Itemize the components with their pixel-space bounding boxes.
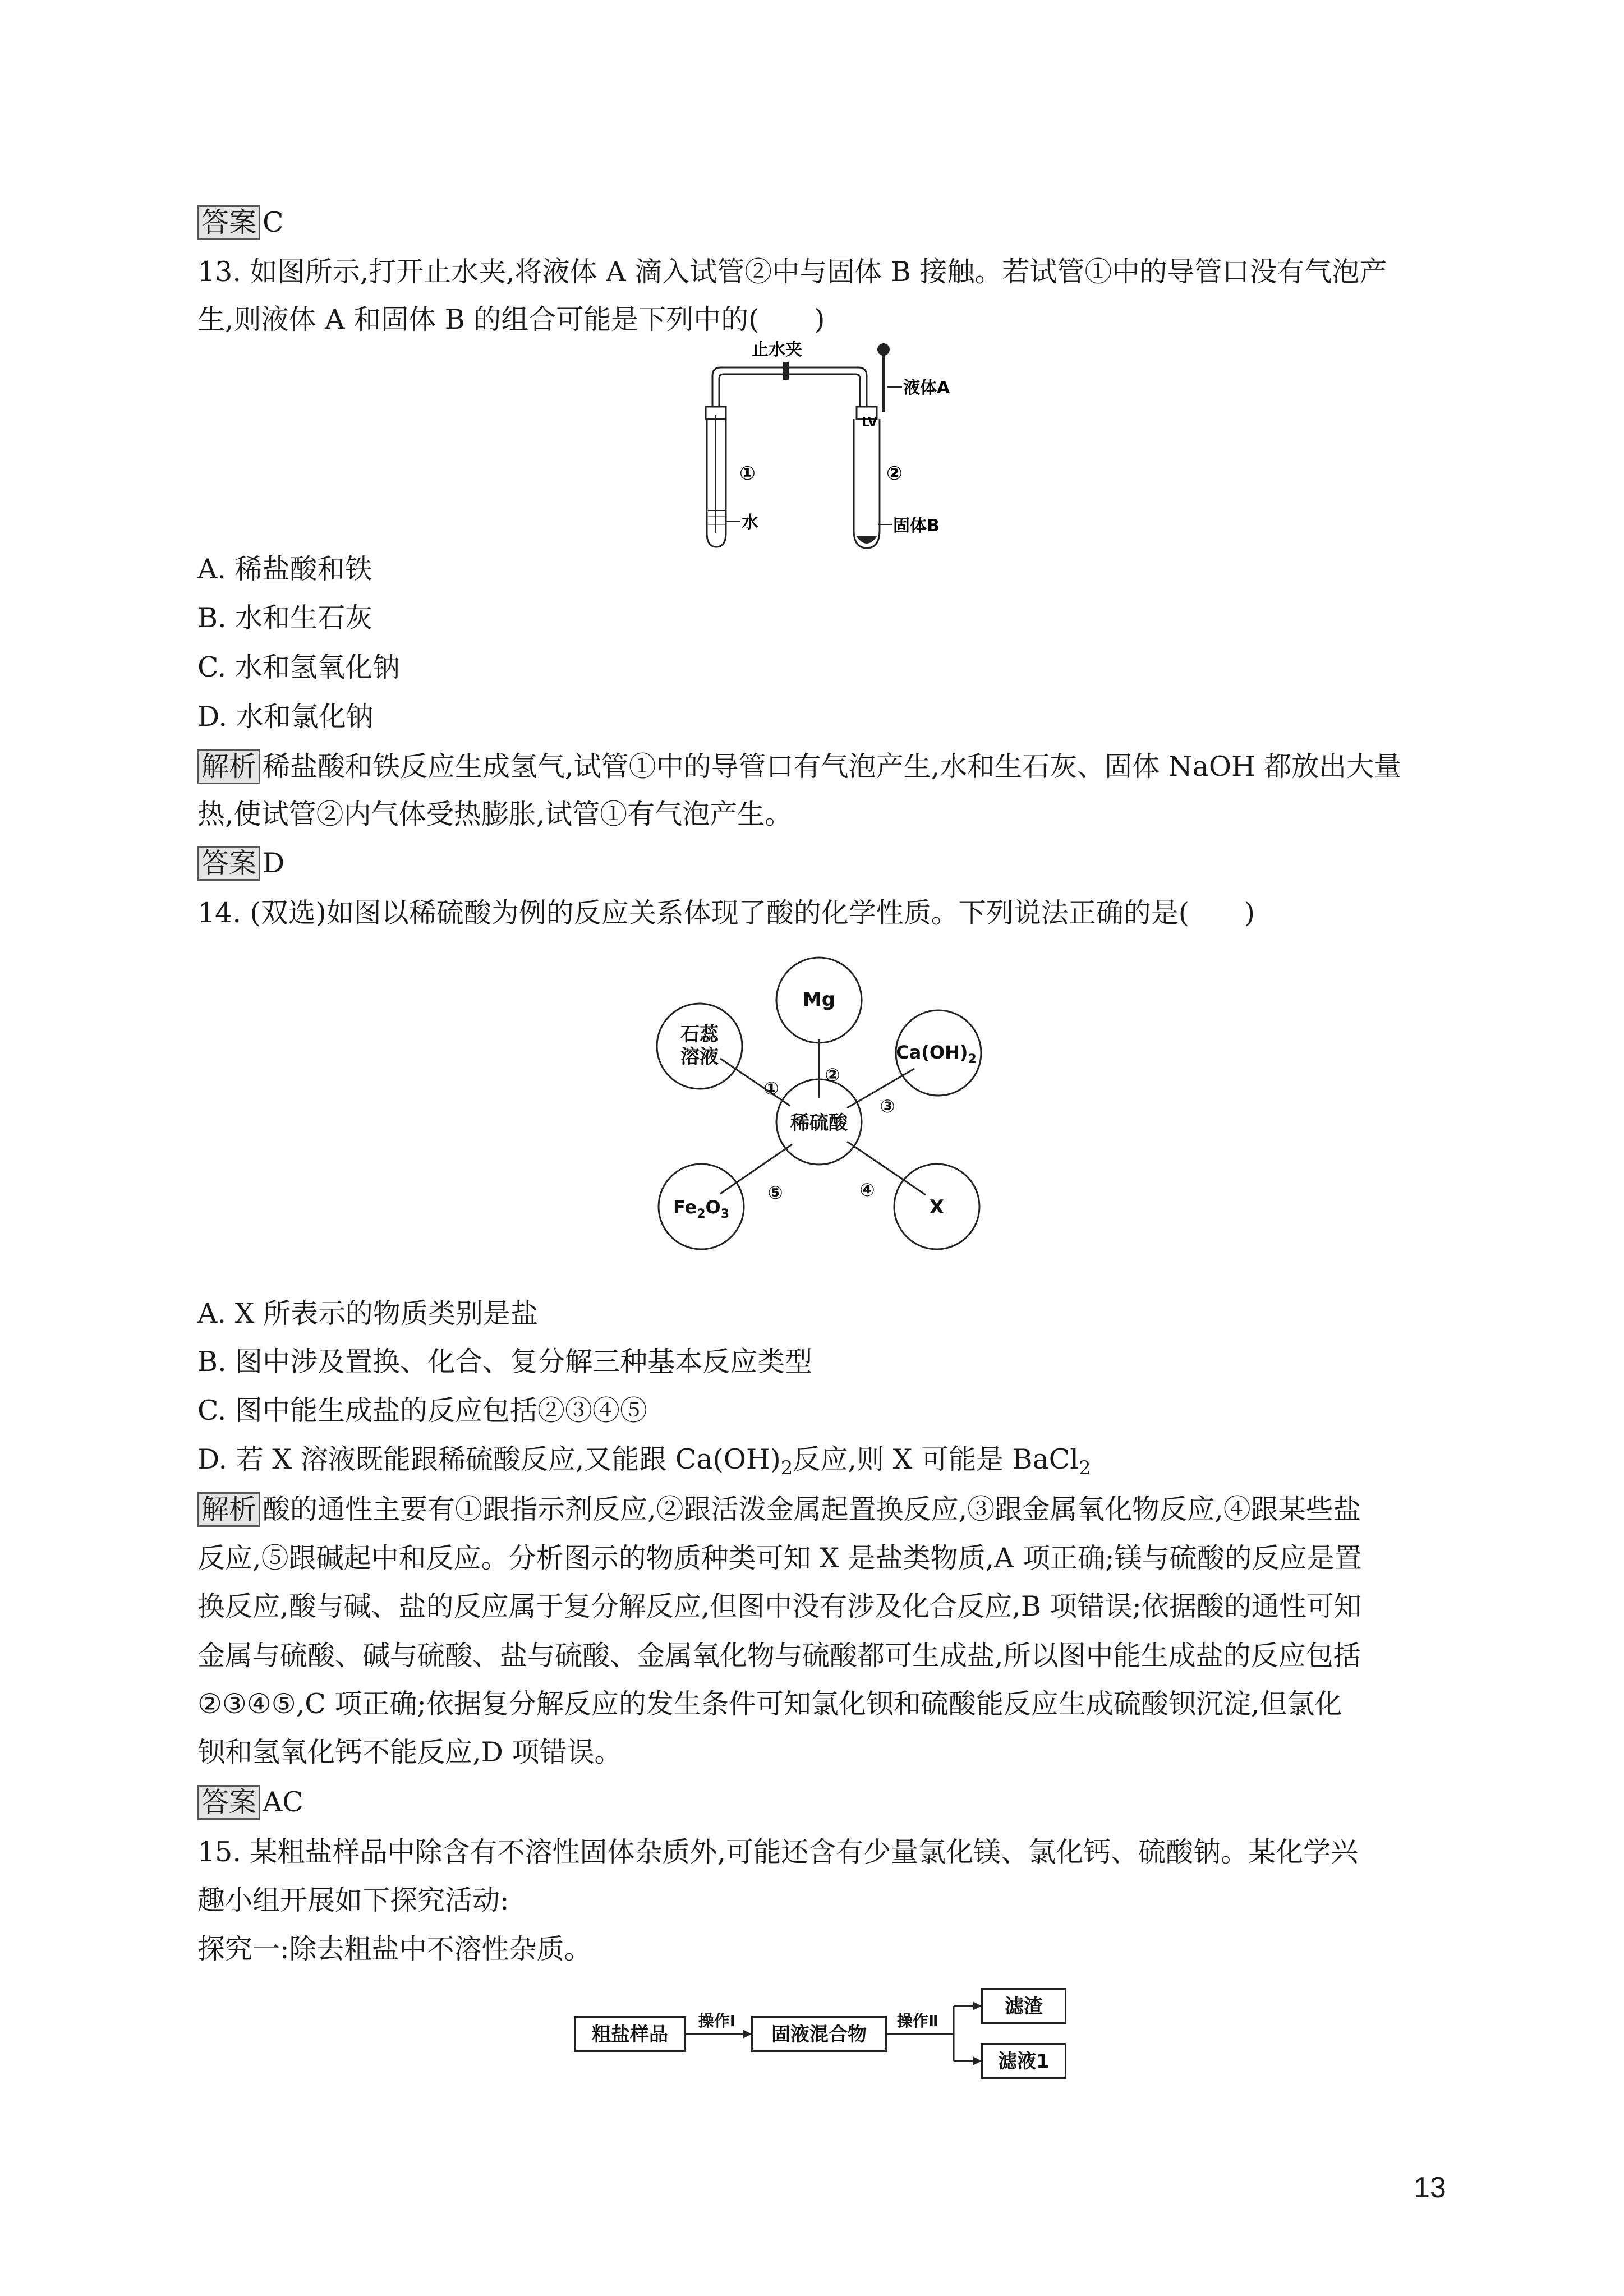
answer-value: AC bbox=[263, 1786, 303, 1818]
fe2o3-label: $Fe_2O_3$ bbox=[673, 1197, 730, 1221]
q14-reaction-diagram bbox=[645, 956, 993, 1273]
q13-stem-line2: 生,则液体 A 和固体 B 的组合可能是下列中的( ) bbox=[197, 303, 825, 335]
answer-tag: 答案 bbox=[197, 205, 260, 240]
litmus-label-1: 石蕊 bbox=[680, 1023, 719, 1046]
op1-label: 操作Ⅰ bbox=[698, 2012, 736, 2030]
dropper-bulb-icon bbox=[877, 343, 890, 356]
q14-analysis-line3: 换反应,酸与碱、盐的反应属于复分解反应,但图中没有涉及化合反应,B 项错误;依据酸的通性可知 bbox=[197, 1590, 1361, 1622]
q13-option-b: B. 水和生石灰 bbox=[197, 602, 373, 634]
q12-answer bbox=[197, 205, 284, 240]
q13-analysis-line2: 热,使试管②内气体受热膨胀,试管①有气泡产生。 bbox=[197, 798, 793, 830]
q15-flowchart bbox=[572, 1986, 1066, 2083]
q14-analysis-line1: 解析 酸的通性主要有①跟指示剂反应,②跟活泼金属起置换反应,③跟金属氧化物反应,④跟某些盐 bbox=[197, 1492, 1361, 1527]
q13-answer bbox=[197, 846, 284, 881]
analysis-tag: 解析 bbox=[197, 1492, 260, 1527]
arrow-icon bbox=[743, 2030, 752, 2039]
mg-label: Mg bbox=[802, 988, 836, 1011]
residue-label: 滤渣 bbox=[1005, 1995, 1043, 2018]
q14-option-d: D. 若 X 溶液既能跟稀硫酸反应,又能跟 $Ca(OH)_2$反应,则 X 可能是 BaCl$_2$ bbox=[197, 1443, 1091, 1479]
q14-analysis-line5: ②③④⑤,C 项正确;依据复分解反应的发生条件可知氯化钡和硫酸能反应生成硫酸钡沉淀,但氯化 bbox=[197, 1688, 1342, 1720]
arrow-icon bbox=[973, 2001, 982, 2010]
tube2-label: ② bbox=[886, 462, 903, 485]
q15-explore1: 探究一:除去粗盐中不溶性杂质。 bbox=[197, 1933, 592, 1965]
clamp-label: 止水夹 bbox=[752, 340, 802, 360]
answer-tag: 答案 bbox=[197, 846, 260, 881]
reaction-4-label: ④ bbox=[859, 1179, 875, 1200]
q14-analysis-line4: 金属与硫酸、碱与硫酸、盐与硫酸、金属氧化物与硫酸都可生成盐,所以图中能生成盐的反应包括 bbox=[197, 1640, 1361, 1672]
analysis-tag: 解析 bbox=[197, 749, 260, 784]
mixture-label: 固液混合物 bbox=[771, 2023, 867, 2046]
answer-value: D bbox=[263, 847, 285, 879]
reaction-2-label: ② bbox=[825, 1064, 840, 1085]
q13-option-c: C. 水和氢氧化钠 bbox=[197, 651, 400, 683]
reaction-5-label: ⑤ bbox=[767, 1182, 783, 1203]
q15-stem-line1: 15. 某粗盐样品中除含有不溶性固体杂质外,可能还含有少量氯化镁、氯化钙、硫酸钠。某化学兴 bbox=[197, 1836, 1359, 1868]
x-label: X bbox=[929, 1196, 945, 1218]
reaction-1-label: ① bbox=[763, 1078, 779, 1099]
q13-analysis-line1: 解析 稀盐酸和铁反应生成氢气,试管①中的导管口有气泡产生,水和生石灰、固体 NaOH 都放出大量 bbox=[197, 749, 1401, 784]
q14-analysis-line6: 钡和氢氧化钙不能反应,D 项错误。 bbox=[197, 1736, 622, 1768]
water-label: 水 bbox=[742, 513, 758, 532]
q13-apparatus-figure bbox=[690, 339, 954, 555]
q13-option-d: D. 水和氯化钠 bbox=[197, 701, 374, 733]
q15-stem-line2: 趣小组开展如下探究活动: bbox=[197, 1884, 509, 1916]
page-number: 13 bbox=[1414, 2171, 1446, 2204]
q14-answer bbox=[197, 1785, 303, 1820]
sulfuric-acid-label: 稀硫酸 bbox=[790, 1112, 848, 1134]
op2-label: 操作Ⅱ bbox=[896, 2012, 939, 2030]
tube1-label: ① bbox=[739, 462, 756, 485]
clamp-icon bbox=[783, 362, 789, 380]
q14-option-a: A. X 所表示的物质类别是盐 bbox=[197, 1297, 538, 1329]
q14-analysis-line2: 反应,⑤跟碱起中和反应。分析图示的物质种类可知 X 是盐类物质,A 项正确;镁与硫酸的反应是置 bbox=[197, 1542, 1362, 1574]
caoh2-label: $Ca(OH)_2$ bbox=[896, 1042, 977, 1066]
sample-label: 粗盐样品 bbox=[592, 2023, 668, 2046]
litmus-label-2: 溶液 bbox=[680, 1046, 719, 1068]
solid-b-label: 固体B bbox=[893, 516, 940, 536]
arrow-icon bbox=[973, 2056, 982, 2065]
svg-text:LV: LV bbox=[862, 416, 878, 430]
q14-stem: 14. (双选)如图以稀硫酸为例的反应关系体现了酸的化学性质。下列说法正确的是( ) bbox=[197, 897, 1255, 929]
q13-option-a: A. 稀盐酸和铁 bbox=[197, 553, 372, 585]
q13-stem-line1: 13. 如图所示,打开止水夹,将液体 A 滴入试管②中与固体 B 接触。若试管①中的导管口没有气泡产 bbox=[197, 256, 1387, 288]
liquid-a-label: 液体A bbox=[903, 378, 950, 398]
q14-option-c: C. 图中能生成盐的反应包括②③④⑤ bbox=[197, 1395, 647, 1427]
filtrate-label: 滤液1 bbox=[998, 2050, 1050, 2073]
answer-value: C bbox=[263, 206, 284, 238]
answer-tag: 答案 bbox=[197, 1785, 260, 1820]
q14-option-b: B. 图中涉及置换、化合、复分解三种基本反应类型 bbox=[197, 1346, 813, 1378]
fe2o3-node bbox=[659, 1164, 744, 1249]
reaction-3-label: ③ bbox=[880, 1096, 895, 1117]
